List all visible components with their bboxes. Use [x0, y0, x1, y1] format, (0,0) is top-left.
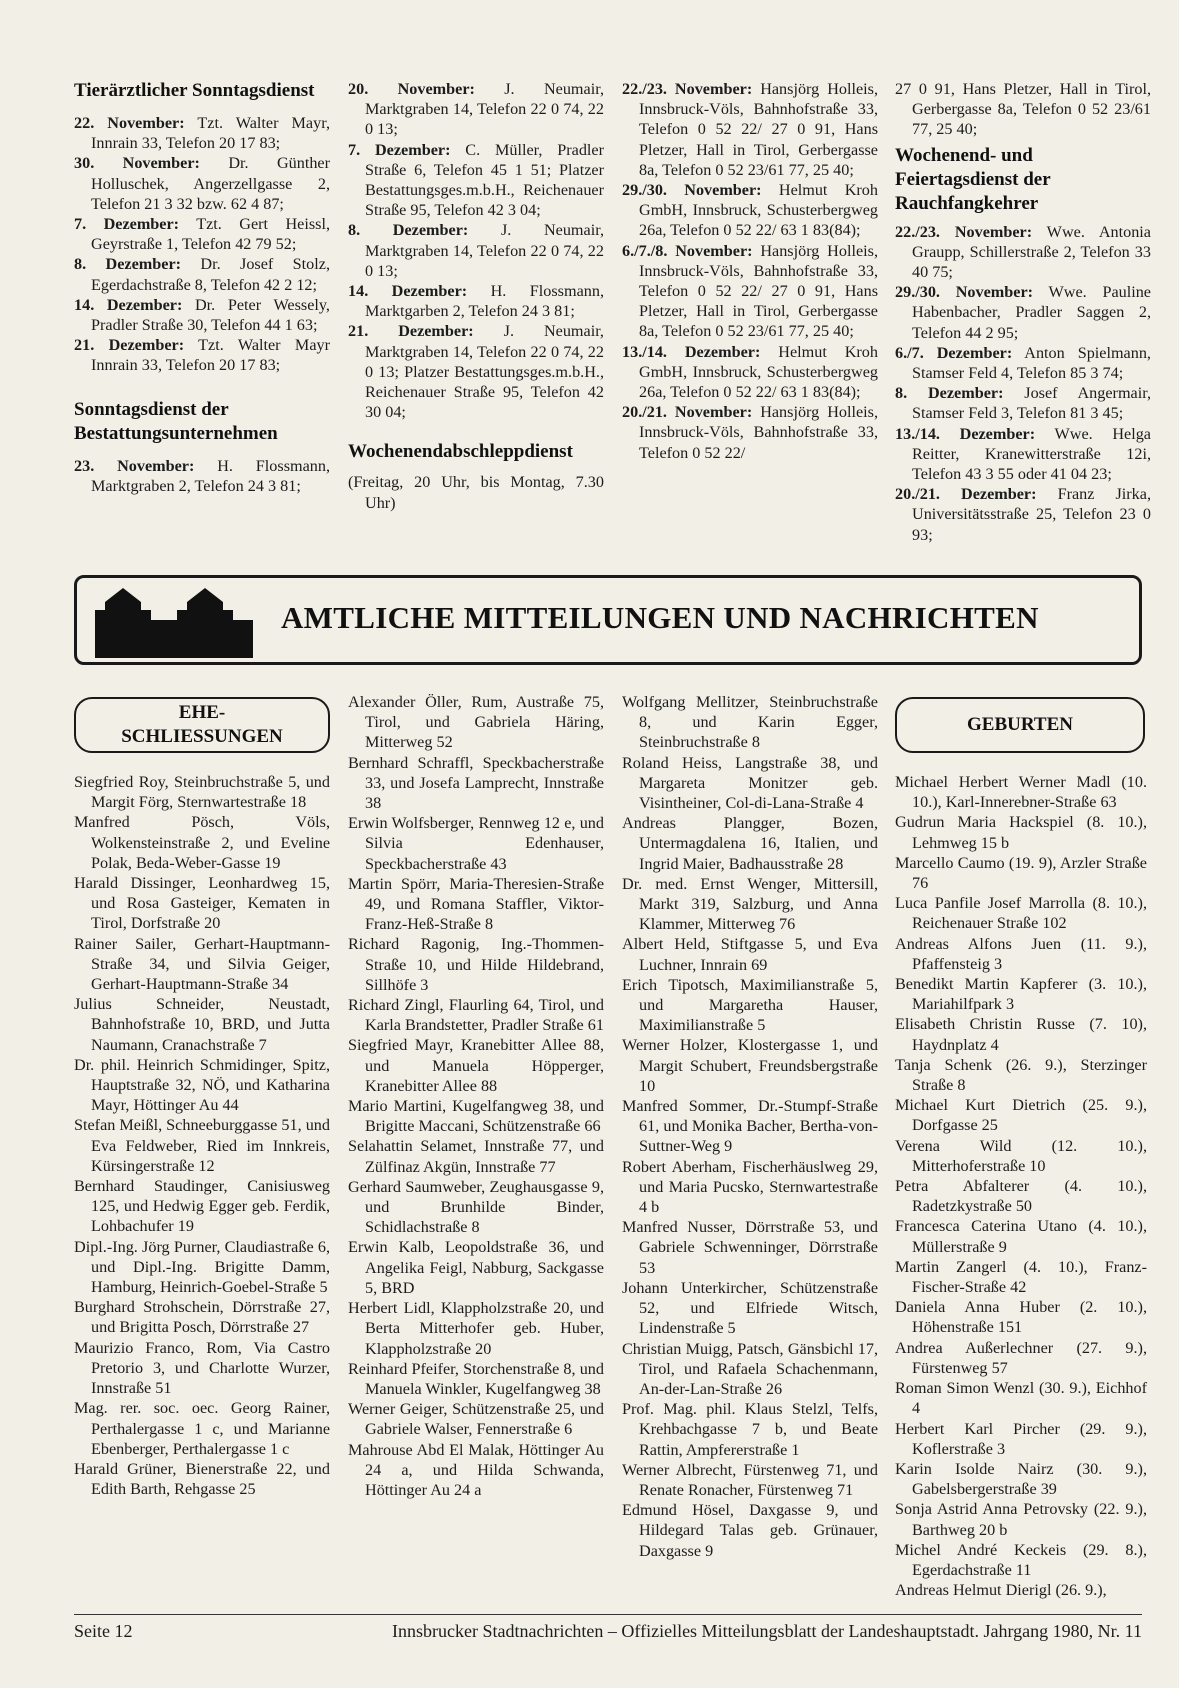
list-item: Werner Holzer, Klostergasse 1, und Margit Schubert, Freundsbergstraße 10 — [622, 1036, 878, 1095]
ehe-col-3 — [622, 692, 878, 1561]
heading-wochenendabschleppdienst: Wochenendabschleppdienst — [348, 441, 573, 463]
entry-text: H. Flossmann, Marktgraben 2, Telefon 24 3 81; — [91, 456, 330, 495]
list-item: Dr. phil. Heinrich Schmidinger, Spitz, Hauptstraße 32, NÖ, und Katharina Mayr, Höttinger Au 44 — [74, 1055, 330, 1115]
list-item: Albert Held, Stiftgasse 5, und Eva Luchner, Innrain 69 — [622, 935, 878, 974]
list-item: Herbert Lidl, Klappholzstraße 20, und Berta Mitterhofer geb. Huber, Klappholzstraße 20 — [348, 1299, 604, 1358]
list-item: Richard Zingl, Flaurling 64, Tirol, und Karla Brandstetter, Pradler Straße 61 — [348, 996, 604, 1035]
list-item — [74, 214, 330, 254]
entry-label: 21. Dezember: — [348, 322, 474, 341]
entry-text: Tzt. Walter Mayr, Innrain 33, Telefon 20 17 83; — [91, 114, 331, 153]
list-item: Werner Albrecht, Fürstenweg 71, und Renate Ronacher, Fürstenweg 71 — [622, 1460, 878, 1499]
entry-label: 8. Dezember: — [895, 384, 1004, 403]
list-item — [622, 342, 878, 403]
list-item: Gudrun Maria Hackspiel (8. 10.), Lehmweg 15 b — [895, 813, 1147, 852]
list-item: Andreas Plangger, Bozen, Untermagdalena 16, Italien, und Ingrid Maier, Badhausstraße 28 — [622, 814, 878, 873]
ehe-col-1 — [74, 772, 330, 1499]
entry-text: Anton Spielmann, Stamser Feld 4, Telefon 85 3 74; — [912, 343, 1151, 383]
entry-label: 14. Dezember: — [348, 282, 468, 301]
list-item: Maurizio Franco, Rom, Via Castro Pretorio 3, und Charlotte Wurzer, Innstraße 51 — [74, 1338, 330, 1398]
list-item: Roland Heiss, Langstraße 38, und Margareta Monitzer geb. Visintheiner, Col-di-Lana-Straße 4 — [622, 753, 878, 813]
list-item: Benedikt Martin Kapferer (3. 10.), Mariahilfpark 3 — [895, 975, 1147, 1014]
entry-label: 20. November: — [348, 80, 475, 98]
list-item: Johann Unterkircher, Schützenstraße 52, und Elfriede Witsch, Lindenstraße 5 — [622, 1278, 878, 1338]
list-item: Harald Dissinger, Leonhardweg 15, und Rosa Gasteiger, Kematen in Tirol, Dorfstraße 20 — [74, 874, 330, 933]
list-item: Michael Herbert Werner Madl (10. 10.), Karl-Innerebner-Straße 63 — [895, 773, 1147, 812]
list-item: Sonja Astrid Anna Petrovsky (22. 9.), Barthweg 20 b — [895, 1500, 1147, 1539]
abschlepp-continuation: 27 0 91, Hans Pletzer, Hall in Tirol, Gerbergasse 8a, Telefon 0 52 23/61 77, 25 40; — [895, 80, 1151, 139]
list-item — [622, 79, 878, 180]
heading-rauchfangkehrer: Wochenend- und Feiertagsdienst der Rauchfangkehrer — [895, 144, 1051, 214]
list-item — [348, 220, 604, 281]
top-col-4 — [895, 79, 1151, 545]
list-item — [895, 484, 1151, 545]
list-item: Prof. Mag. phil. Klaus Stelzl, Telfs, Krehbachgasse 7 b, und Beate Rattin, Ampfererstraße 1 — [622, 1400, 878, 1459]
list-item: Edmund Hösel, Daxgasse 9, und Hildegard Talas geb. Grünauer, Daxgasse 9 — [622, 1501, 878, 1560]
list-vet-service — [74, 113, 330, 376]
list-item: Luca Panfile Josef Marrolla (8. 10.), Reichenauer Straße 102 — [895, 894, 1147, 933]
list-ehe-1 — [74, 772, 330, 1499]
page-footer — [74, 1614, 1142, 1643]
entry-label: 22./23. November: — [895, 222, 1033, 241]
banner-amtliche-mitteilungen — [74, 575, 1142, 665]
entry-label: 30. November: — [74, 154, 200, 173]
list-item: Werner Geiger, Schützenstraße 25, und Gabriele Walser, Fennerstraße 6 — [348, 1400, 604, 1439]
list-item: Reinhard Pfeifer, Storchenstraße 8, und Manuela Winkler, Kugelfangweg 38 — [348, 1359, 604, 1398]
list-item: Dr. med. Ernst Wenger, Mittersill, Markt 319, Salzburg, und Anna Klammer, Mitterweg 76 — [622, 874, 878, 934]
entry-text: Hansjörg Holleis, Innsbruck-Völs, Bahnhofstraße 33, Telefon 0 52 22/ 27 0 91, Hans Pletzer, Hall in Tirol, Gerbergasse 8a, Telefon 0 52 23/61 77, 25 40; — [639, 241, 878, 341]
list-item: Mag. rer. soc. oec. Georg Rainer, Perthalergasse 1 c, und Marianne Ebenberger, Perthalergasse 1 c — [74, 1399, 330, 1458]
list-item — [348, 281, 604, 321]
list-item: Julius Schneider, Neustadt, Bahnhofstraße 10, BRD, und Jutta Naumann, Cranachstraße 7 — [74, 995, 330, 1054]
entry-text: Hansjörg Holleis, Innsbruck-Völs, Bahnhofstraße 33, Telefon 0 52 22/ 27 0 91, Hans Pletzer, Hall in Tirol, Gerbergasse 8a, Telefon 0 52 23/61 77, 25 40; — [639, 80, 878, 179]
list-item — [348, 140, 604, 221]
buildings-icon — [87, 580, 257, 660]
geburten-col — [895, 772, 1147, 1600]
entry-text: Wwe. Antonia Graupp, Schillerstraße 2, Telefon 33 40 75; — [912, 222, 1151, 282]
entry-label: 20./21. Dezember: — [895, 485, 1037, 504]
top-col-2 — [348, 79, 604, 513]
entry-text: Dr. Günther Holluschek, Angerzellgasse 2, Telefon 21 3 32 bzw. 62 4 87; — [91, 154, 330, 213]
list-item: Mahrouse Abd El Malak, Höttinger Au 24 a, und Hilda Schwanda, Höttinger Au 24 a — [348, 1440, 604, 1499]
list-item: Michael Kurt Dietrich (25. 9.), Dorfgasse 25 — [895, 1096, 1147, 1135]
list-item: Stefan Meißl, Schneeburggasse 51, und Eva Feldweber, Ried im Innkreis, Kürsingerstraße 12 — [74, 1116, 330, 1175]
list-item — [74, 335, 330, 375]
list-rauchfangkehrer — [895, 222, 1151, 545]
list-item: Petra Abfalterer (4. 10.), Radetzkystraße 50 — [895, 1177, 1147, 1216]
list-item — [348, 321, 604, 422]
entry-text: Helmut Kroh GmbH, Innsbruck, Schusterbergweg 26a, Telefon 0 52 22/ 63 1 83(84); — [639, 181, 878, 240]
entry-text: J. Neumair, Marktgraben 14, Telefon 22 0 74, 22 0 13; — [365, 221, 604, 280]
entry-label: 8. Dezember: — [74, 255, 182, 274]
banner-title: AMTLICHE MITTEILUNGEN UND NACHRICHTEN — [281, 600, 1039, 635]
top-col-1 — [74, 79, 330, 496]
page-number: Seite 12 — [74, 1621, 133, 1641]
heading-tieraerztlicher-sonntagsdienst: Tierärztlicher Sonntagsdienst — [74, 80, 315, 101]
heading-bestattung-sonntagsdienst: Sonntagsdienst der Bestattungsunternehmen — [74, 398, 278, 444]
list-item: Andreas Helmut Dierigl (26. 9.), — [895, 1581, 1107, 1600]
list-item: Roman Simon Wenzl (30. 9.), Eichhof 4 — [895, 1379, 1147, 1418]
list-item — [895, 282, 1151, 343]
entry-label: 8. Dezember: — [348, 221, 469, 240]
list-item: Richard Ragonig, Ing.-Thommen-Straße 10, und Hilde Hildebrand, Sillhöfe 3 — [348, 935, 604, 994]
ehe-title-line2: SCHLIESSUNGEN — [121, 726, 283, 747]
list-item: Wolfgang Mellitzer, Steinbruchstraße 8, und Karin Egger, Steinbruchstraße 8 — [622, 693, 878, 752]
ehe-col-2 — [348, 692, 604, 1500]
geburten-heading-box — [895, 697, 1145, 753]
list-item: Erwin Wolfsberger, Rennweg 12 e, und Silvia Edenhauser, Speckbacherstraße 43 — [348, 814, 604, 873]
list-item: Martin Spörr, Maria-Theresien-Straße 49, und Romana Staffler, Viktor-Franz-Heß-Straße 8 — [348, 874, 604, 934]
list-item — [74, 456, 330, 496]
list-item — [74, 153, 330, 214]
entry-label: 22./23. November: — [622, 80, 753, 98]
list-item: Bernhard Schraffl, Speckbacherstraße 33, und Josefa Lamprecht, Innstraße 38 — [348, 753, 604, 813]
entry-label: 29./30. November: — [622, 181, 762, 200]
list-item: Selahattin Selamet, Innstraße 77, und Zülfinaz Akgün, Innstraße 77 — [348, 1137, 604, 1176]
list-item: Alexander Öller, Rum, Austraße 75, Tirol, und Gabriela Häring, Mitterweg 52 — [348, 693, 604, 752]
list-item — [74, 113, 330, 153]
entry-label: 13./14. Dezember: — [895, 424, 1036, 443]
list-item — [74, 295, 330, 335]
list-item — [622, 402, 878, 463]
list-item: Andrea Außerlechner (27. 9.), Fürstenweg 57 — [895, 1338, 1147, 1377]
entry-label: 23. November: — [74, 456, 195, 475]
list-item: Dipl.-Ing. Jörg Purner, Claudiastraße 6, und Dipl.-Ing. Brigitte Damm, Hamburg, Heinrich-Goebel-Straße 5 — [74, 1237, 330, 1297]
list-item: Erich Tipotsch, Maximilianstraße 5, und Margaretha Hauser, Maximilianstraße 5 — [622, 975, 878, 1035]
list-item: Tanja Schenk (26. 9.), Sterzinger Straße 8 — [895, 1055, 1147, 1095]
entry-label: 21. Dezember: — [74, 336, 185, 355]
list-item: Rainer Sailer, Gerhart-Hauptmann-Straße 34, und Silvia Geiger, Gerhart-Hauptmann-Straße 34 — [74, 934, 330, 994]
list-item: Siegfried Roy, Steinbruchstraße 5, und Margit Förg, Sternwartestraße 18 — [74, 773, 330, 812]
list-item: Martin Zangerl (4. 10.), Franz-Fischer-Straße 42 — [895, 1257, 1147, 1297]
entry-text: Dr. Peter Wessely, Pradler Straße 30, Telefon 44 1 63; — [91, 295, 330, 335]
list-item: Robert Aberham, Fischerhäuslweg 29, und Maria Pucsko, Sternwartestraße 4 b — [622, 1157, 878, 1217]
entry-text: Dr. Josef Stolz, Egerdachstraße 8, Telefon 42 2 12; — [91, 255, 330, 294]
entry-text: Hansjörg Holleis, Innsbruck-Völs, Bahnhofstraße 33, Telefon 0 52 22/ — [639, 403, 878, 462]
list-geburten — [895, 772, 1147, 1600]
entry-text: Wwe. Pauline Habenbacher, Pradler Saggen 2, Telefon 44 2 95; — [912, 283, 1151, 342]
entry-text: Tzt. Walter Mayr Innrain 33, Telefon 20 17 83; — [91, 336, 330, 375]
list-item: Daniela Anna Huber (2. 10.), Höhenstraße 151 — [895, 1298, 1147, 1337]
entry-text: H. Flossmann, Marktgarben 2, Telefon 24 3 81; — [365, 282, 604, 321]
abschlepp-note: (Freitag, 20 Uhr, bis Montag, 7.30 Uhr) — [348, 473, 604, 512]
entry-text: J. Neumair, Marktgraben 14, Telefon 22 0 74, 22 0 13; — [365, 80, 604, 139]
entry-text: Wwe. Helga Reitter, Kranewitterstraße 12i, Telefon 43 3 55 oder 41 04 23; — [912, 424, 1151, 484]
list-ehe-3 — [622, 692, 878, 1561]
list-item: Francesca Caterina Utano (4. 10.), Müllerstraße 9 — [895, 1217, 1147, 1256]
list-item: Manfred Sommer, Dr.-Stumpf-Straße 61, und Monika Bacher, Bertha-von-Suttner-Weg 9 — [622, 1097, 878, 1156]
entry-label: 6./7. Dezember: — [895, 343, 1013, 362]
top-col-3 — [622, 79, 878, 463]
list-item: Erwin Kalb, Leopoldstraße 36, und Angelika Feigl, Nabburg, Sackgasse 5, BRD — [348, 1238, 604, 1297]
entry-label: 13./14. Dezember: — [622, 342, 761, 361]
entry-text: Josef Angermair, Stamser Feld 3, Telefon 81 3 45; — [912, 384, 1152, 423]
list-item: Burghard Strohschein, Dörrstraße 27, und Brigitta Posch, Dörrstraße 27 — [74, 1298, 330, 1337]
list-item: Bernhard Staudinger, Canisiusweg 125, und Hedwig Egger geb. Ferdik, Lohbachufer 19 — [74, 1177, 330, 1236]
entry-text: C. Müller, Pradler Straße 6, Telefon 45 1 51; Platzer Bestattungsges.m.b.H., Reichenauer Straße 95, Telefon 42 3 04; — [365, 140, 604, 220]
entry-text: Franz Jirka, Universitätsstraße 25, Telefon 23 0 93; — [912, 485, 1151, 544]
list-item: Christian Muigg, Patsch, Gänsbichl 17, Tirol, und Rafaela Schachenmann, An-der-Lan-Straße 26 — [622, 1339, 878, 1398]
entry-text: Helmut Kroh GmbH, Innsbruck, Schusterbergweg 26a, Telefon 0 52 22/ 63 1 83(84); — [639, 342, 878, 402]
list-item — [348, 79, 604, 140]
entry-text: Tzt. Gert Heissl, Geyrstraße 1, Telefon 42 79 52; — [91, 215, 330, 254]
list-item: Karin Isolde Nairz (30. 9.), Gabelsbergerstraße 39 — [895, 1459, 1147, 1499]
entry-label: 14. Dezember: — [74, 295, 183, 314]
entry-label: 29./30. November: — [895, 283, 1034, 302]
list-abschlepp — [622, 79, 878, 463]
ehe-heading-box — [74, 697, 330, 753]
list-item: Verena Wild (12. 10.), Mitterhoferstraße 10 — [895, 1136, 1147, 1175]
entry-label: 6./7./8. November: — [622, 241, 753, 260]
list-item — [622, 180, 878, 241]
entry-label: 22. November: — [74, 114, 185, 132]
list-item: Elisabeth Christin Russe (7. 10), Haydnplatz 4 — [895, 1015, 1147, 1054]
list-item: Michel André Keckeis (29. 8.), Egerdachstraße 11 — [895, 1540, 1147, 1579]
ehe-title-line1: EHE- — [178, 702, 226, 723]
entry-text: J. Neumair, Marktgraben 14, Telefon 22 0 74, 22 0 13; Platzer Bestattungsges.m.b.H., Reichenauer Straße 95, Telefon 42 30 04; — [365, 322, 604, 422]
publication-line: Innsbrucker Stadtnachrichten – Offizielles Mitteilungsblatt der Landeshauptstadt. Jahrgang 1980, Nr. 11 — [392, 1621, 1142, 1641]
geburten-title: GEBURTEN — [967, 714, 1073, 735]
list-item — [74, 254, 330, 294]
list-ehe-2 — [348, 692, 604, 1500]
list-item: Manfred Nusser, Dörrstraße 53, und Gabriele Schwenninger, Dörrstraße 53 — [622, 1218, 878, 1277]
list-item — [895, 424, 1151, 485]
list-item: Mario Martini, Kugelfangweg 38, und Brigitte Maccani, Schützenstraße 66 — [348, 1097, 604, 1136]
entry-label: 20./21. November: — [622, 403, 753, 422]
list-item — [895, 383, 1151, 423]
entry-label: 7. Dezember: — [74, 215, 180, 234]
list-item: Harald Grüner, Bienerstraße 22, und Edith Barth, Rehgasse 25 — [74, 1459, 330, 1499]
list-item — [622, 241, 878, 342]
list-item: Andreas Alfons Juen (11. 9.), Pfaffensteig 3 — [895, 934, 1147, 973]
list-item: Herbert Karl Pircher (29. 9.), Koflerstraße 3 — [895, 1419, 1147, 1458]
list-item: Gerhard Saumweber, Zeughausgasse 9, und Brunhilde Binder, Schidlachstraße 8 — [348, 1177, 604, 1237]
list-item — [895, 343, 1151, 383]
list-item: Marcello Caumo (19. 9), Arzler Straße 76 — [895, 853, 1147, 893]
list-bestattung-cont — [348, 79, 604, 422]
list-item — [895, 222, 1151, 283]
entry-label: 7. Dezember: — [348, 140, 451, 159]
list-bestattung — [74, 456, 330, 496]
list-item: Manfred Pösch, Völs, Wolkensteinstraße 2, und Eveline Polak, Beda-Weber-Gasse 19 — [74, 813, 330, 872]
list-item: Siegfried Mayr, Kranebitter Allee 88, und Manuela Höpperger, Kranebitter Allee 88 — [348, 1036, 604, 1095]
